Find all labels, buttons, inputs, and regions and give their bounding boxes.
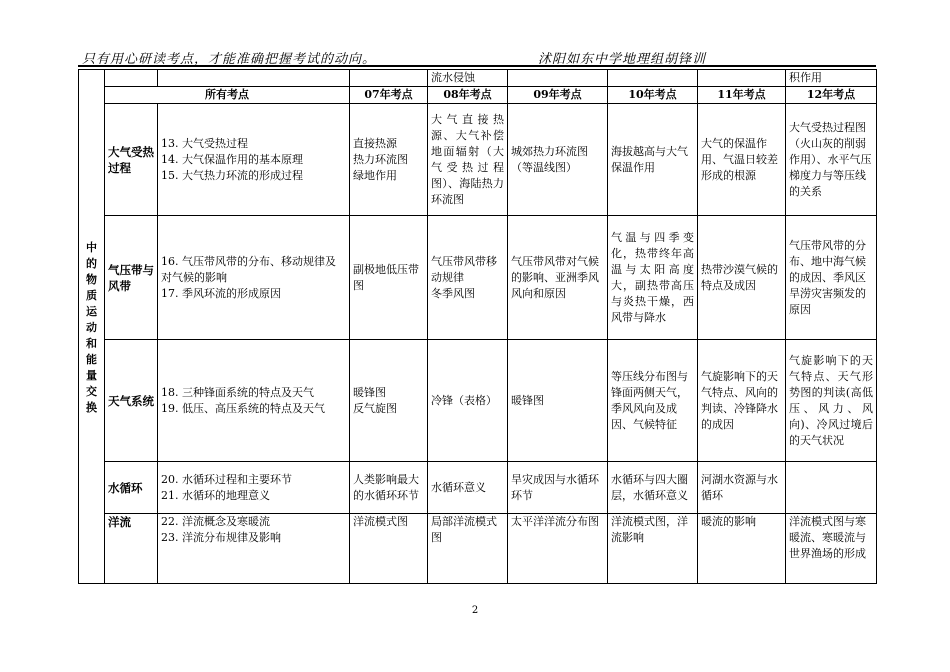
row-points: [158, 104, 350, 216]
col-header-all: 所有考点: [105, 87, 350, 104]
cell-10: 等压线分布图与锋面两侧天气，季风风向及成因、气候特征: [608, 340, 698, 462]
table-row: [79, 216, 877, 340]
exam-points-table: [78, 69, 877, 584]
point-item: 19. 低压、高压系统的特点及天气: [161, 401, 325, 415]
top-cell: [158, 70, 350, 87]
table-top-row: [79, 70, 877, 87]
table-row: [79, 340, 877, 462]
sidebar-char: 物: [86, 272, 97, 286]
cell-10: 洋流模式图，洋流影响: [608, 514, 698, 584]
sidebar-char: 的: [86, 256, 97, 270]
top-cell: [698, 70, 786, 87]
cell-12: 大气受热过程图（火山灰的削弱作用）、水平气压梯度力与等压线的关系: [786, 104, 877, 216]
cell-11: 暖流的影响: [698, 514, 786, 584]
cell-07: 人类影响最大的水循环环节: [350, 462, 428, 514]
point-item: 17. 季风环流的形成原因: [161, 286, 281, 300]
cell-11: 热带沙漠气候的特点及成因: [698, 216, 786, 340]
cell-12: 气旋影响下的天气特点、天气形势图的判读(高低压、风力、风向)、冷风过境后的天气状况: [786, 340, 877, 462]
cell-09: 太平洋洋流分布图: [508, 514, 608, 584]
cell-10: 水循环与四大圈层，水循环意义: [608, 462, 698, 514]
row-points: [158, 514, 350, 584]
page-number: 2: [471, 605, 479, 616]
sidebar-char: 中: [86, 240, 97, 254]
cell-12: [786, 462, 877, 514]
cell-11: 河湖水资源与水循环: [698, 462, 786, 514]
point-item: 14. 大气保温作用的基本原理: [161, 152, 303, 166]
cell-12: 洋流模式图与寒暖流、寒暖流与世界渔场的形成: [786, 514, 877, 584]
col-header-10: 10年考点: [608, 87, 698, 104]
point-item: 22. 洋流概念及寒暖流: [161, 515, 270, 528]
top-cell: [508, 70, 608, 87]
header-rule: [78, 65, 876, 67]
col-header-11: 11年考点: [698, 87, 786, 104]
cell-09: 气压带风带对气候的影响、亚洲季风风向和原因: [508, 216, 608, 340]
header-author: 沭阳如东中学地理组胡锋训: [538, 52, 707, 67]
table-row: [79, 104, 877, 216]
cell-08: 气压带风带移动规律 冬季风图: [428, 216, 508, 340]
cell-10: 海拔越高与大气保温作用: [608, 104, 698, 216]
sidebar-label: [79, 70, 105, 584]
row-points: [158, 340, 350, 462]
row-points: [158, 462, 350, 514]
table-row: [79, 514, 877, 584]
top-cell: [105, 70, 158, 87]
table-row: [79, 462, 877, 514]
sidebar-char: 运: [86, 304, 97, 318]
cell-07: 直接热源 热力环流图 绿地作用: [350, 104, 428, 216]
sidebar-char: 交: [86, 384, 97, 398]
cell-09: 暖锋图: [508, 340, 608, 462]
cell-10: 气温与四季变化，热带终年高温与太阳高度大，副热带高压与炎热干燥，西风带与降水: [608, 216, 698, 340]
sidebar-char: 动: [86, 320, 97, 334]
cell-09: 城郊热力环流图（等温线图）: [508, 104, 608, 216]
sidebar-char: 质: [86, 288, 97, 302]
point-item: 16. 气压带风带的分布、移动规律及对气候的影响: [161, 254, 336, 284]
point-item: 18. 三种锋面系统的特点及天气: [161, 385, 314, 399]
col-header-08: 08年考点: [428, 87, 508, 104]
cell-08: 水循环意义: [428, 462, 508, 514]
top-cell-08: 流水侵蚀: [428, 70, 508, 87]
cell-07: 副极地低压带图: [350, 216, 428, 340]
col-header-12: 12年考点: [786, 87, 877, 104]
header-row: [79, 87, 877, 104]
sidebar-char: 能: [86, 352, 97, 366]
cell-08: 大气直接热源、大气补偿地面辐射（大气受热过程图）、海陆热力环流图: [428, 104, 508, 216]
row-category: 大气受热过程: [105, 104, 158, 216]
point-item: 20. 水循环过程和主要环节: [161, 472, 292, 486]
cell-11: 大气的保温作用、气温日较差形成的根源: [698, 104, 786, 216]
cell-12: 气压带风带的分布、地中海气候的成因、季风区旱涝灾害频发的原因: [786, 216, 877, 340]
point-item: 15. 大气热力环流的形成过程: [161, 168, 303, 182]
row-category: 洋流: [105, 514, 158, 584]
row-points: [158, 216, 350, 340]
point-item: 21. 水循环的地理意义: [161, 488, 270, 502]
sidebar-char: 和: [86, 336, 97, 350]
cell-11: 气旋影响下的天气特点、风向的判读、冷锋降水的成因: [698, 340, 786, 462]
row-category: 天气系统: [105, 340, 158, 462]
cell-07: 暖锋图 反气旋图: [350, 340, 428, 462]
top-cell-12: 积作用: [786, 70, 877, 87]
cell-09: 旱灾成因与水循环环节: [508, 462, 608, 514]
top-cell: [350, 70, 428, 87]
cell-08: 局部洋流模式图: [428, 514, 508, 584]
sidebar-char: 量: [86, 368, 97, 382]
col-header-07: 07年考点: [350, 87, 428, 104]
top-cell: [608, 70, 698, 87]
cell-07: 洋流模式图: [350, 514, 428, 584]
page-header: [80, 48, 880, 66]
col-header-09: 09年考点: [508, 87, 608, 104]
point-item: 13. 大气受热过程: [161, 136, 248, 150]
point-item: 23. 洋流分布规律及影响: [161, 531, 281, 544]
row-category: 水循环: [105, 462, 158, 514]
cell-08: 冷锋（表格）: [428, 340, 508, 462]
sidebar-char: 换: [86, 400, 97, 414]
header-motto: 只有用心研读考点，才能准确把握考试的动向。: [82, 52, 377, 67]
row-category: 气压带与风带: [105, 216, 158, 340]
